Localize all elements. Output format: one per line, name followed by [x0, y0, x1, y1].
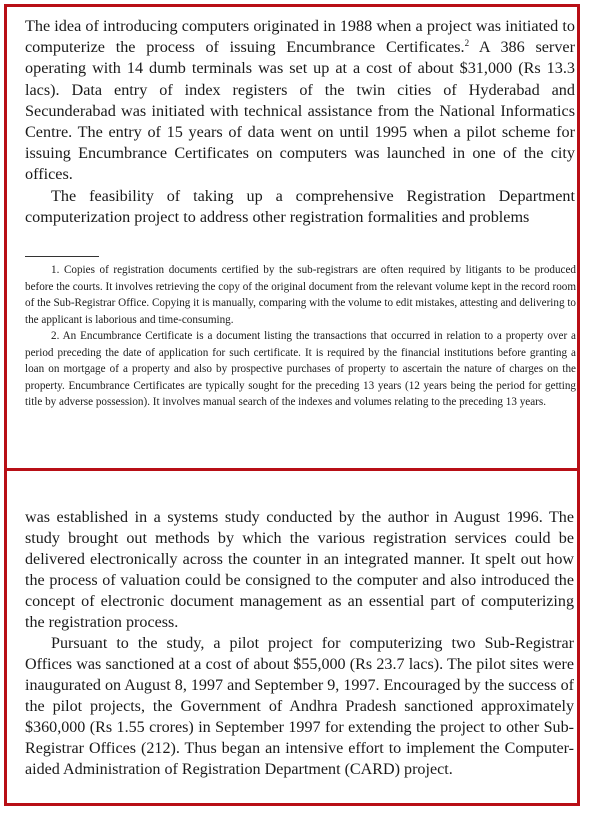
paragraph-systems-study: was established in a systems study conducted by the author in August 1996. The study brought out methods by which the various registration services could be delivered electronically across the counter in an integrated manner. It spelt out how the process of valuation could be consigned to the computer and also introduced the concept of electronic document management as an essential part of computerizing the registration process. — [25, 509, 574, 631]
footnote-2: 2. An Encumbrance Certificate is a document listing the transactions that occurred in relation to a property over a period preceding the date of application for such certificate. It is required by the financial institutions before granting a loan on mortgage of a property and also by prospective purchases of property to ascertain the nature of charges on the property. Encumbrance Certificates are typically sought for the preceding 13 years (12 years being the period for getting title by adverse possession). It involves manual search of the indexes and volumes relating to the preceding 13 years. — [25, 330, 576, 408]
paragraph-encumbrance-history — [25, 16, 575, 186]
bottom-text-block — [25, 507, 574, 780]
paragraph-pilot-project: Pursuant to the study, a pilot project for computerizing two Sub-Registrar Offices was sanctioned at a cost of about $55,000 (Rs 23.7 lacs). The pilot sites were inaugurated on August 8, 1997 and September 9, 1997. Encouraged by the success of the pilot projects, the Government of Andhra Pradesh sanctioned approximately $360,000 (Rs 1.55 crores) in September 1997 for extending the project to other Sub-Registrar Offices (212). Thus began an intensive effort to implement the Computer-aided Administration of Registration Department (CARD) project. — [25, 635, 574, 778]
footnotes-block — [25, 262, 576, 411]
paragraph-feasibility: The feasibility of taking up a comprehensive Registration Department computerization project to address other registration formalities and problems — [25, 186, 575, 226]
footnote-rule — [25, 256, 99, 257]
footnote-ref-2[interactable]: 2 — [464, 38, 470, 49]
section-divider — [4, 468, 580, 471]
paragraph-text-continued: A 386 server operating with 14 dumb terminals was set up at a cost of about $31,000 (Rs 13.3 lacs). Data entry of index registers of the twin cities of Hyderabad and Secunderabad was initiated with technical assistance from the National Informatics Centre. The entry of 15 years of data went on until 1995 when a pilot scheme for issuing Encumbrance Certificates on computers was launched in one of the city offices. — [25, 38, 575, 184]
top-text-block — [25, 16, 575, 228]
footnote-1: 1. Copies of registration documents certified by the sub-registrars are often required by litigants to be produced before the courts. It involves retrieving the copy of the original document from the relevant volume kept in the record room of the Sub-Registrar Office. Copying it is manually, comparing with the volume to edit mistakes, attesting and delivering to the applicant is laborious and time-consuming. — [25, 264, 576, 326]
paragraph-text: The idea of introducing computers originated in 1988 when a project was initiated to computerize the process of issuing Encumbrance Certificates. — [25, 17, 575, 57]
